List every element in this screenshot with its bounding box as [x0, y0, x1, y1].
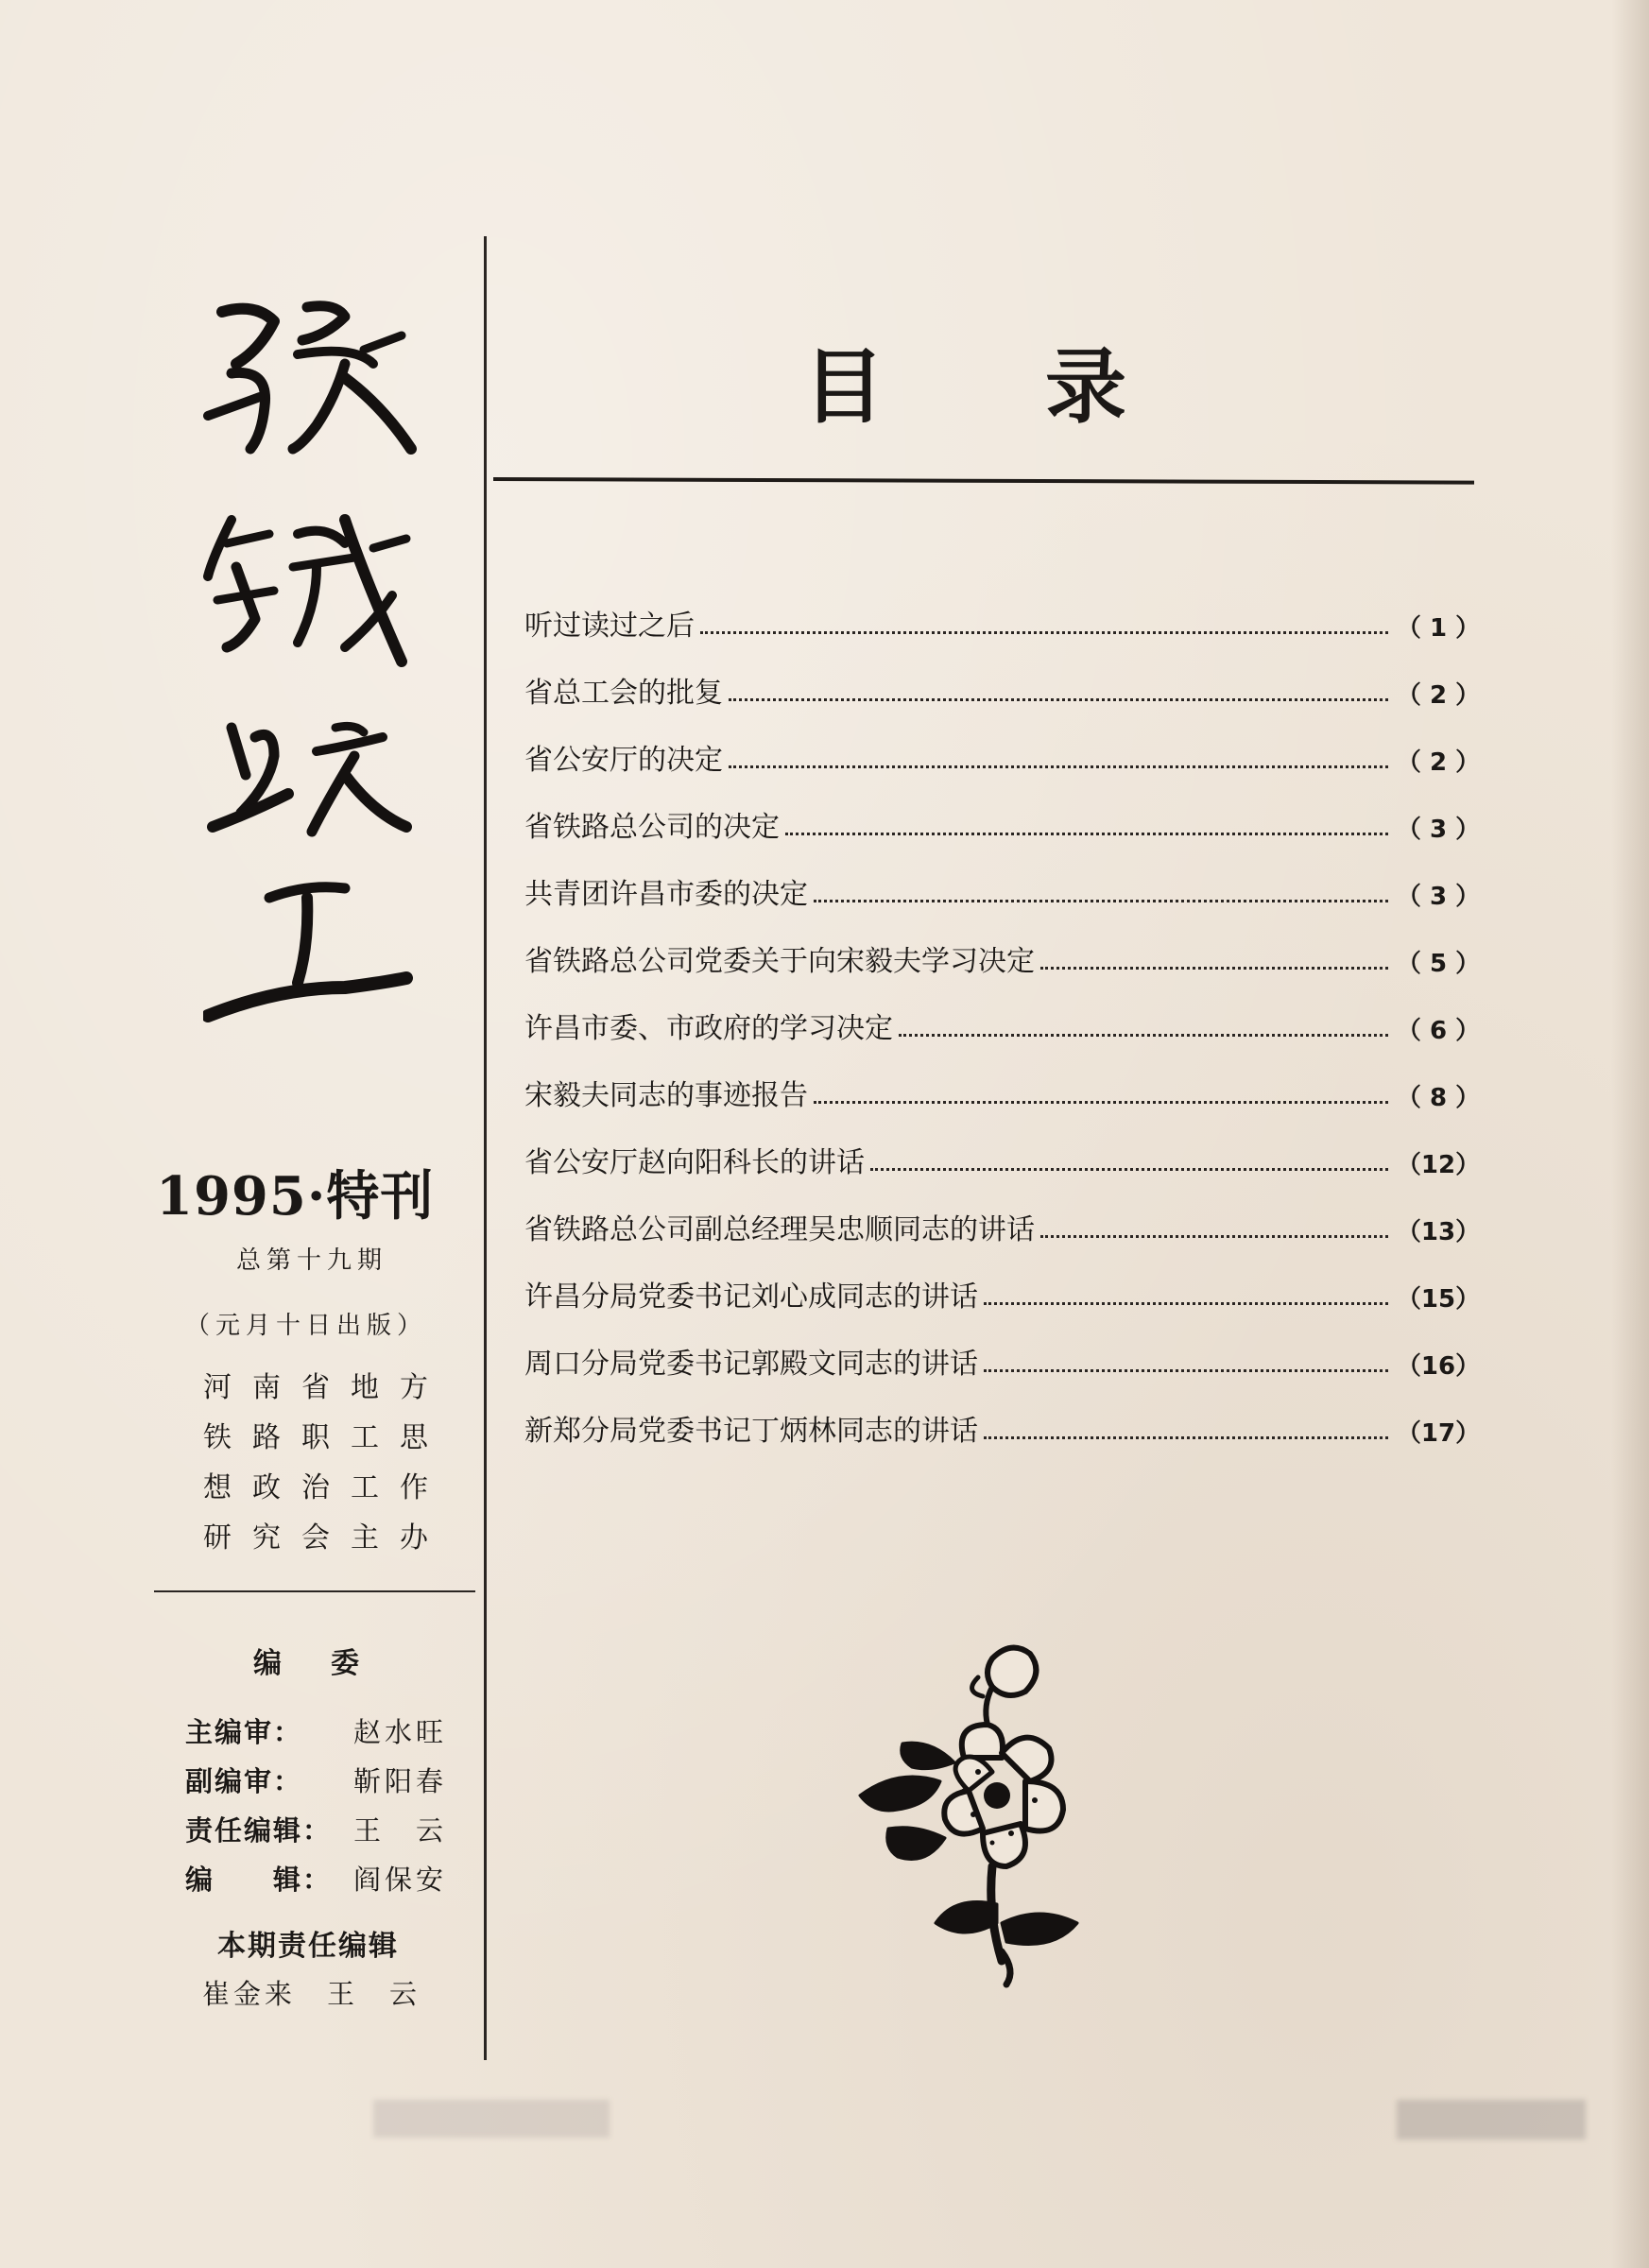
- toc-item-title: 省铁路总公司副总经理吴忠顺同志的讲话: [524, 1213, 1035, 1246]
- toc-title: 目录: [803, 339, 1287, 435]
- toc-leader-dots: [729, 697, 1388, 701]
- toc-item-page: （ 2 ）: [1396, 681, 1481, 710]
- toc-leader-dots: [984, 1435, 1388, 1439]
- calligraphy-masthead-icon: [203, 284, 439, 1040]
- toc-item[interactable]: [524, 1247, 1481, 1314]
- sponsor-line: 铁路职工思: [203, 1421, 449, 1454]
- toc-item-page: （15）: [1396, 1285, 1481, 1314]
- toc-leader-dots: [785, 832, 1388, 835]
- toc-item[interactable]: [524, 1113, 1481, 1180]
- committee-member: [185, 1706, 488, 1755]
- toc-item[interactable]: [524, 1314, 1481, 1382]
- issue-year: 1995: [156, 1165, 307, 1228]
- toc-item-title: 省公安厅的决定: [524, 744, 723, 777]
- toc-item-title: 新郑分局党委书记丁炳林同志的讲话: [524, 1415, 978, 1448]
- toc-item-page: （ 1 ）: [1396, 614, 1481, 643]
- toc-item-title: 共青团许昌市委的决定: [524, 878, 808, 911]
- committee-role: 主编审：: [185, 1715, 303, 1748]
- flower-illustration: [850, 1640, 1125, 1989]
- faded-stamp-right: [1397, 2100, 1586, 2139]
- committee-name: 阎保安: [353, 1863, 448, 1896]
- toc-item[interactable]: [524, 1180, 1481, 1247]
- editorial-committee-title: 编委: [253, 1647, 408, 1680]
- committee-name: 赵水旺: [353, 1715, 448, 1748]
- toc-item[interactable]: [524, 1046, 1481, 1113]
- toc-item-page: （ 6 ）: [1396, 1017, 1481, 1045]
- toc-item[interactable]: [524, 644, 1481, 711]
- toc-leader-dots: [700, 630, 1388, 634]
- faded-stamp-left: [373, 2100, 610, 2138]
- toc-item-title: 许昌分局党委书记刘心成同志的讲话: [524, 1280, 978, 1314]
- toc-item[interactable]: [524, 979, 1481, 1046]
- column-divider: [484, 236, 487, 2060]
- toc-item[interactable]: [524, 1382, 1481, 1449]
- toc-item-page: （16）: [1396, 1352, 1481, 1381]
- sponsor-line: 河南省地方: [203, 1371, 449, 1404]
- committee-member: [185, 1755, 488, 1804]
- toc-item-page: （ 8 ）: [1396, 1084, 1481, 1112]
- toc-item-title: 省铁路总公司的决定: [524, 811, 780, 844]
- toc-item-title: 宋毅夫同志的事迹报告: [524, 1079, 808, 1112]
- committee-name: 靳阳春: [353, 1764, 448, 1797]
- committee-member: [185, 1853, 488, 1902]
- toc-leader-dots: [1040, 966, 1388, 970]
- toc-leader-dots: [1040, 1234, 1388, 1238]
- toc-item[interactable]: [524, 845, 1481, 912]
- toc-item[interactable]: [524, 778, 1481, 845]
- toc-leader-dots: [814, 899, 1388, 902]
- committee-role: 副编审：: [185, 1764, 303, 1797]
- toc-item-title: 省总工会的批复: [524, 677, 723, 710]
- toc-item-title: 周口分局党委书记郭殿文同志的讲话: [524, 1348, 978, 1381]
- toc-leader-dots: [814, 1100, 1388, 1104]
- committee-name: 王 云: [353, 1813, 448, 1847]
- toc-item-title: 省铁路总公司党委关于向宋毅夫学习决定: [524, 945, 1035, 978]
- this-issue-editor-title: 本期责任编辑: [217, 1930, 399, 1963]
- toc-leader-dots: [899, 1033, 1388, 1037]
- publication-date: （元月十日出版）: [185, 1312, 428, 1340]
- toc-item-page: （13）: [1396, 1218, 1481, 1246]
- year-separator: ·: [306, 1165, 327, 1228]
- left-divider: [154, 1590, 475, 1592]
- toc-leader-dots: [984, 1368, 1388, 1372]
- toc-leader-dots: [729, 765, 1388, 768]
- toc-item[interactable]: [524, 711, 1481, 778]
- committee-role: 编 辑：: [185, 1863, 333, 1896]
- toc-item-page: （ 3 ）: [1396, 816, 1481, 844]
- this-issue-editors: 崔金来 王 云: [202, 1978, 421, 2010]
- toc-list: [524, 576, 1481, 1449]
- committee-member: [185, 1804, 488, 1853]
- masthead-calligraphy: [203, 284, 439, 1040]
- toc-item-page: （12）: [1396, 1151, 1481, 1179]
- special-issue-label: 特刊: [326, 1165, 435, 1228]
- toc-item-page: （17）: [1396, 1419, 1481, 1448]
- toc-item-page: （ 3 ）: [1396, 883, 1481, 911]
- flower-icon: [850, 1640, 1125, 1989]
- toc-item-page: （ 2 ）: [1396, 748, 1481, 777]
- toc-item-page: （ 5 ）: [1396, 950, 1481, 978]
- sponsor-line: 研究会主办: [203, 1521, 449, 1555]
- toc-item[interactable]: [524, 912, 1481, 979]
- toc-leader-dots: [984, 1301, 1388, 1305]
- toc-item-title: 听过读过之后: [524, 610, 695, 643]
- sponsor-block: [203, 1363, 449, 1563]
- editorial-committee-list: [185, 1706, 488, 1902]
- issue-year-line: [156, 1155, 477, 1230]
- committee-role: 责任编辑：: [185, 1813, 333, 1847]
- sponsor-line: 想政治工作: [203, 1471, 449, 1504]
- toc-item-title: 省公安厅赵向阳科长的讲话: [524, 1146, 865, 1179]
- toc-item[interactable]: [524, 576, 1481, 644]
- page-edge-shadow: [1611, 0, 1649, 2268]
- issue-number: 总第十九期: [236, 1246, 388, 1275]
- toc-leader-dots: [870, 1167, 1388, 1171]
- toc-item-title: 许昌市委、市政府的学习决定: [524, 1012, 893, 1045]
